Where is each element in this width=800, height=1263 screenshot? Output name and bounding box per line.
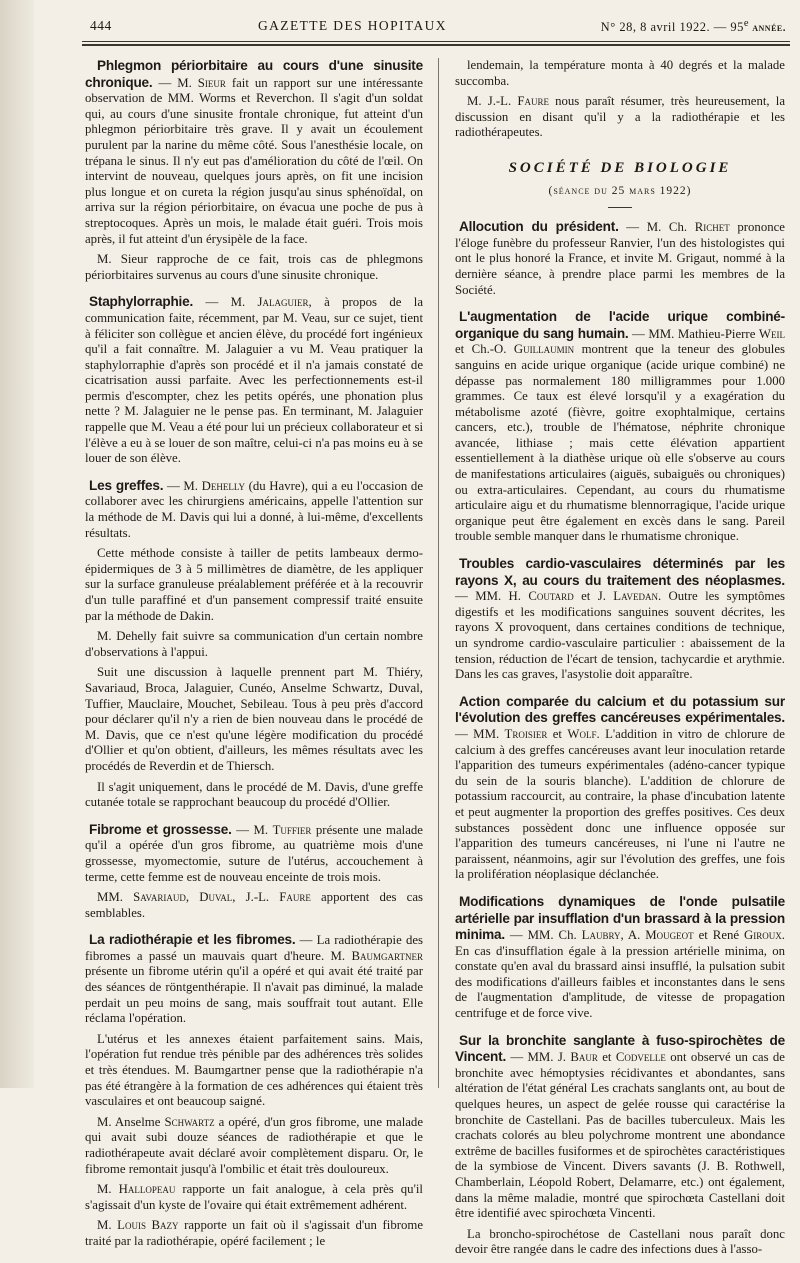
- article-title: La radiothérapie et les fibromes.: [89, 932, 296, 948]
- article-title: Staphylorraphie.: [89, 294, 194, 310]
- page-binding-shadow: [0, 0, 34, 1088]
- author-name: Wolf: [567, 726, 597, 741]
- paragraph: M. Anselme Schwartz a opéré, d'un gros fibrome, une malade qui avait subi douze séances de radiothérapie et que le radiothérapeute avait déclaré avoir complètement disparu. Or, le fibrome remontait jusqu'à l'ombilic et était très douloureux.: [85, 1114, 424, 1176]
- article-title: Fibrome et grossesse.: [89, 821, 232, 837]
- author-name: Codvelle: [615, 1050, 666, 1065]
- article-phlegmon: Phlegmon périorbitaire au cours d'une sinusite chronique. — M. Sieur fait un rapport sur une intéressante observation de MM. Worms et Reverchon. Il s'agit d'un soldat qui, au cours d'une sinusite frontale chronique, fut atteint d'un phlegmon périorbitaire très grave. Il y avait un écoulement purulent par la narine du même côté. Sous l'anesthésie locale, on trépana le sinus. Il n'y eut pas d'amélioration du côté de l'œil. On intervint de nouveau, quelques jours après, on fit une incision plus longue et on cureta la région jusqu'au sinus sphénoïdal, on arriva sur la région périorbitaire, on évacua une poche de pus à streptocoques. Après un mois, le malade était guéri. Trois mois après, il fut atteint d'un érysipèle de la face.: [85, 58, 423, 246]
- author-name: Guillaumin: [513, 342, 575, 357]
- author-name: Lavedan: [613, 589, 658, 604]
- paragraph: M. Louis Bazy rapporte un fait où il s'agissait d'un fibrome traité par la radiothérapie, opéré facilement ; le: [85, 1218, 424, 1248]
- section-rule: [608, 207, 632, 208]
- article-title: Sur la bronchite sanglante à fuso-spirochètes de Vincent.: [455, 1032, 785, 1065]
- article-radiotherapie: La radiothérapie et les fibromes. — La radiothérapie des fibromes a passé un mauvais quart d'heure. M. Baumgartner présente un fibrome utérin qu'il a opéré et qui avait été traité par des séances de röntgenthérapie. Il n'avait pas diminué, la malade perdait un peu moins de sang, mais souffrait tout autant. Elle réclama l'opération.: [85, 932, 423, 1026]
- article-bronchite: Sur la bronchite sanglante à fuso-spirochètes de Vincent. — MM. J. Baur et Codvelle ont observé un cas de bronchite avec hémoptysies récidivantes et abondantes, sans altération de l'état général Les crachats sanglants ont, au bout de quelques heures, un aspect de gelée rousse qui caractérise la bronchite de Castellani. Pas de bacilles tuberculeux. Mais les crachats colorés au bleu polychrome montrent une abondance extrême de bacilles fusiformes et de spirochètes caractéristiques de la symbiose de Vincent. Divers savants (J. B. Rothwell, Chamberlain, Léopold Robert, Delamarre, etc.) ont également, dans la même maladie, montré que spirochœta Castellani doit être identifié avec spirochœta Vincenti.: [455, 1032, 785, 1221]
- page-header: [78, 14, 786, 40]
- left-column: [85, 58, 423, 1255]
- journal-title: GAZETTE DES HOPITAUX: [258, 18, 447, 33]
- author-name: Schwartz: [164, 1114, 215, 1129]
- article-acide-urique: L'augmentation de l'acide urique combiné-organique du sang humain. — MM. Mathieu-Pierre Weil et Ch.-O. Guillaumin montrent que la teneur des globules sanguins en acide urique organique (acide urique combiné) ne dépasse pas normalement 180 milligrammes pour 1.000 grammes. Ce taux est élevé lorsqu'il y a exagération du métabolisme azoté (fièvre, goitre exophtalmique, certains cancers, etc.), trouble de l'hématose, néphrite chronique avancée, lithiase ; mais cette élévation appartient essentiellement à la diathèse urique où elle s'observe au cours de manifestations articulaires (aiguës, subaiguës ou chroniques) ou extra-articulaires. Cependant, au cours du rhumatisme articulaire aigu et du rhumatisme blennorragique, l'acide urique organique peut être également en excès dans le sang. Pareil trouble semble manquer dans le rhumatisme chronique.: [455, 309, 785, 544]
- paragraph: L'utérus et les annexes étaient parfaitement sains. Mais, l'opération fut rendue très pénible par des adhérences très solides et très étendues. M. Baumgartner pense que la radiothérapie n'a pas été étrangère à la formation de ces adhérences qui étaient très vasculaires et ont beaucoup saigné.: [85, 1031, 423, 1109]
- article-rayons-x: Troubles cardio-vasculaires déterminés par les rayons X, au cours du traitement des néoplasmes. — MM. H. Coutard et J. Lavedan. Outre les symptômes digestifs et les modifications sanguines souvent décrites, les rayons X provoquent, dans certaines conditions de technique, un syndrome cardio-vasculaire particulier : abaissement de la tension, réduction de l'écart de tension, tachycardie et arythmie. Dans les cas graves, l'asystolie doit apparaître.: [455, 556, 785, 682]
- author-name: Louis Bazy: [117, 1218, 179, 1233]
- author-name: Sieur: [197, 75, 226, 90]
- article-calcium-potassium: Action comparée du calcium et du potassium sur l'évolution des greffes cancéreuses expérimentales. — MM. Troisier et Wolf. L'addition in vitro de chlorure de calcium à des greffes cancéreuses avant leur inoculation retarde l'apparition des tumeurs expérimentales (adéno-cancer typique du sein de la souris blanche). L'addition de chlorure de potassium raccourcit, au contraire, la phase d'incubation latente et peut augmenter la proportion des greffes positives. Ces deux substances possèdent donc une influence opposée sur l'apparition des tumeurs cancéreuses, ni l'une ni l'autre ne paraissent, néanmoins, agir sur l'évolution des greffes, une fois la prolifération néoplasique déclanchée.: [455, 693, 785, 882]
- paragraph: M. Sieur rapproche de ce fait, trois cas de phlegmons périorbitaires survenus au cours d'une sinusite chronique.: [85, 252, 423, 282]
- article-onde-pulsatile: Modifications dynamiques de l'onde pulsatile artérielle par insufflation d'un brassard à la pression minima. — MM. Ch. Laubry, A. Mougeot et René Giroux. En cas d'insufflation égale à la pression artérielle minima, on constate qu'en aval du brassard ainsi insufflé, la pulsation subit des modifications d'ailleurs faibles et inconstantes dans le sens de l'augmentation d'amplitude, de vitesse de propagation centrifuge et de force vive.: [455, 893, 785, 1021]
- article-title: Modifications dynamiques de l'onde pulsatile artérielle par insufflation d'un brassard à la pression minima.: [455, 893, 785, 943]
- paragraph: M. Hallopeau rapporte un fait analogue, à cela près qu'il s'agissait d'un kyste de l'ovaire qui était extrêmement adhérent.: [85, 1182, 423, 1212]
- paragraph: Il s'agit uniquement, dans le procédé de M. Davis, d'une greffe cutanée totale se rapprochant beaucoup du procédé d'Ollier.: [85, 779, 423, 810]
- paragraph: M. J.-L. Faure nous paraît résumer, très heureusement, la discussion en disant qu'il y a la radiothérapie et les radiothérapeutes.: [455, 94, 786, 140]
- author-name: Weil: [758, 326, 785, 341]
- article-title: Action comparée du calcium et du potassium sur l'évolution des greffes cancéreuses expérimentales.: [455, 693, 785, 726]
- paragraph: Cette méthode consiste à tailler de petits lambeaux dermo-épidermiques de 3 à 5 millimètres de diamètre, de les appliquer sur la surface granuleuse préalablement préférée et à la recouvrir d'un tulle paraffiné et d'un pansement compressif traité ensuite par la méthode de Dakin.: [85, 546, 423, 623]
- paragraph: MM. Savariaud, Duval, J.-L. Faure apportent des cas semblables.: [85, 890, 423, 920]
- issue-info: N° 28, 8 avril 1922. — 95e année.: [600, 18, 786, 35]
- article-title: Les greffes.: [89, 477, 164, 493]
- society-title: SOCIÉTÉ DE BIOLOGIE: [508, 159, 732, 176]
- column-divider: [438, 58, 439, 1088]
- author-name: Baumgartner: [351, 948, 423, 963]
- session-date: (séance du 25 mars 1922): [548, 184, 692, 197]
- article-allocution: Allocution du président. — M. Ch. Richet prononce l'éloge funèbre du professeur Ranvier, l'un des histologistes qui ont le plus honoré la France, et invite M. Grigaut, nommé à la dernière séance, à prendre place parmi les membres de la Société.: [455, 219, 785, 297]
- author-name: Baur: [570, 1050, 598, 1065]
- paragraph: M. Dehelly fait suivre sa communication d'un certain nombre d'observations à l'appui.: [85, 629, 423, 659]
- right-column: [455, 58, 785, 1263]
- author-name: Mougeot: [645, 928, 694, 943]
- author-name: Savariaud, Duval, J.-L. Faure: [133, 890, 311, 905]
- article-fibrome-grossesse: Fibrome et grossesse. — M. Tuffier présente une malade qu'il a opérée d'un gros fibrome, au quatrième mois d'une grossesse, myomectomie, suture de l'utérus, accouchement à terme, cette femme est de nouveau enceinte de trois mois.: [85, 821, 423, 884]
- header-rule: [82, 41, 790, 42]
- paragraph: Suit une discussion à laquelle prennent part M. Thiéry, Savariaud, Broca, Jalaguier, Cunéo, Anselme Schwartz, Duval, Tuffier, Mauclaire, Mouchet, Sebileau. Tous à peu près d'accord pour déclarer qu'il n'y a rien de bien nouveau dans le procédé de M. Davis, que ce n'est qu'une légère modification du procédé d'Ollier et qu'on obtient, d'ailleurs, les mêmes résultats avec les procédés de Reverdin et de Thiersch.: [85, 665, 423, 773]
- paragraph: lendemain, la température monta à 40 degrés et la malade succomba.: [455, 58, 785, 88]
- paragraph: La broncho-spirochétose de Castellani nous paraît donc devoir être rangée dans le cadre des infections dues à l'asso-: [455, 1226, 785, 1257]
- author-name: J.-L. Faure: [487, 94, 549, 109]
- author-name: Giroux: [744, 928, 782, 943]
- article-title: Phlegmon périorbitaire au cours d'une sinusite chronique.: [85, 58, 423, 90]
- society-heading: [455, 161, 785, 208]
- author-name: Laubry: [581, 928, 621, 943]
- article-title: Allocution du président.: [459, 219, 619, 235]
- author-name: Coutard: [528, 589, 574, 604]
- author-name: Hallopeau: [118, 1182, 176, 1197]
- article-title: L'augmentation de l'acide urique combiné-organique du sang humain.: [455, 309, 785, 341]
- author-name: Tuffier: [272, 822, 312, 837]
- page-number: 444: [90, 18, 112, 33]
- author-name: Jalaguier: [257, 295, 309, 310]
- article-greffes: Les greffes. — M. Dehelly (du Havre), qui a eu l'occasion de collaborer avec les chirurgiens américains, appelle l'attention sur la méthode de M. Davis qui lui a donné, à lui-même, d'excellents résultats.: [85, 477, 424, 540]
- author-name: Dehelly: [201, 478, 245, 493]
- author-name: Troisier: [504, 726, 548, 741]
- article-staphylorraphie: Staphylorraphie. — M. Jalaguier, à propos de la communication faite, récemment, par M. Veau, sur ce sujet, tient à féliciter son collègue et ancien élève, du procédé fort ingénieux qu'il a fait connaître. M. Jalaguier a vu M. Veau pratiquer la staphylorraphie d'après son procédé et il n'a jamais constaté de cicatrisation aussi parfaite. Avec les perfectionnements est-il permis d'escompter, chez les petits opérés, une phonation plus nette ? M. Jalaguier ne le pense pas. En terminant, M. Jalaguier rappelle que M. Veau a été pour lui un précieux collaborateur et si l'élève a eu à se louer de son maître, celui-ci n'a pas moins eu à se louer de son élève.: [85, 294, 423, 466]
- header-rule-thick: [82, 44, 790, 46]
- author-name: Richet: [694, 220, 730, 235]
- article-title: Troubles cardio-vasculaires déterminés par les rayons X, au cours du traitement des néoplasmes.: [455, 556, 785, 588]
